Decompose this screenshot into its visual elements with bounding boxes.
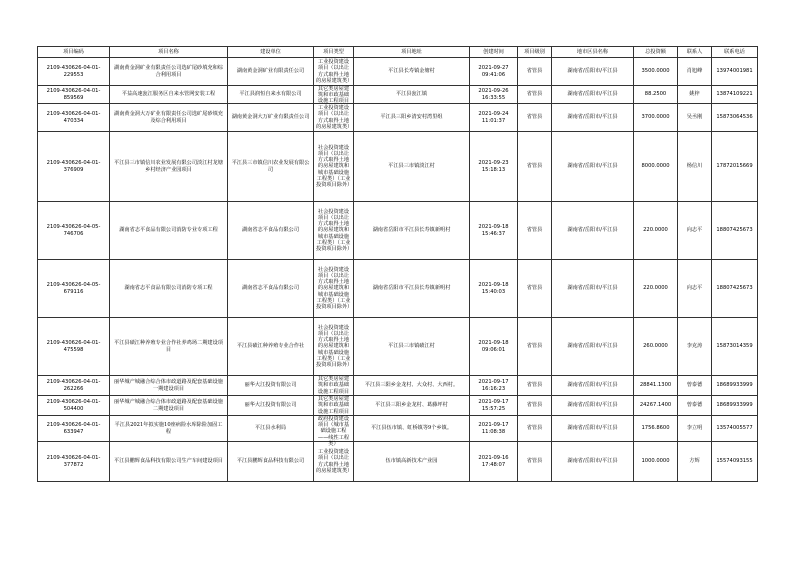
investment-cell: 28841.1300 [634,376,678,396]
investment-cell: 220.0000 [634,202,678,260]
table-header [38,47,758,58]
investment-cell: 3500.0000 [634,58,678,86]
project-type-cell [314,318,354,376]
region-cell: 湖南省/岳阳市/平江县 [552,396,634,416]
investment-cell: 24267.1400 [634,396,678,416]
column-header-unit: 建设单位 [228,47,314,58]
contact-phone-cell: 15574093155 [712,442,758,482]
builder-unit-cell: 平江县润恒自来水有限公司 [228,86,314,104]
project-name-cell: 平江县碛江种养殖专业合作社养鸡场二期建设项目 [110,318,228,376]
table-row [38,442,758,482]
region-cell: 湖南省/岳阳市/平江县 [552,442,634,482]
column-header-type: 项目类型 [314,47,354,58]
table-row [38,86,758,104]
project-code-cell: 2109-430626-04-01-229553 [38,58,110,86]
created-time-cell: 2021-09-18 15:46:37 [470,202,518,260]
contact-phone-cell: 17872015669 [712,132,758,202]
project-address-cell: 平江县三阳乡金龙村、大众村、大西村。 [354,376,470,396]
project-type-text: 社会投资建设项目（以出让方式取得土地的房屋建筑和城市基础设施工程类）（工业投资项目除外） [316,324,353,368]
project-type-cell [314,132,354,202]
table-body [38,58,758,482]
project-type-cell [314,202,354,260]
project-name-cell: 湖南黄金洞大万矿业有限责任公司选矿尾砂填充及综合利用项目 [110,104,228,132]
table-row [38,202,758,260]
contact-person-cell: 吴丞刚 [678,104,712,132]
project-code-cell: 2109-430626-04-01-504400 [38,396,110,416]
builder-unit-cell: 平江县鹏辉食品科技有限公司 [228,442,314,482]
table-row [38,416,758,442]
contact-person-cell: 杨信川 [678,132,712,202]
project-type-text: 社会投资建设项目（以出让方式取得土地的房屋建筑和城市基础设施工程类）（工业投资项目除外） [316,144,353,188]
project-code-cell: 2109-430626-04-01-377872 [38,442,110,482]
builder-unit-cell: 湖南省志平食品有限公司 [228,260,314,318]
investment-cell: 260.0000 [634,318,678,376]
project-name-cell: 平江县鹏辉食品科技有限公司生产车间建设项目 [110,442,228,482]
column-header-address: 项目地址 [354,47,470,58]
project-name-cell: 平江县2021年拟实施10座病险水库除险加固工程 [110,416,228,442]
project-code-cell: 2109-430626-04-01-376909 [38,132,110,202]
created-time-cell: 2021-09-17 16:16:23 [470,376,518,396]
project-type-text: 政府投资建设项目（城市基础设施工程——线性工程类） [317,416,350,447]
contact-phone-cell: 18689933999 [712,396,758,416]
contact-phone-cell: 15873014359 [712,318,758,376]
project-name-cell: 丽华城产城融合综合体市政道路及配套基础设施一期建设项目 [110,376,228,396]
builder-unit-cell: 湖南黄金洞大万矿业有限责任公司 [228,104,314,132]
project-address-cell: 平江县三市镇碛江村 [354,318,470,376]
project-level-cell: 省管县 [518,260,552,318]
project-type-cell [314,376,354,396]
contact-phone-cell: 18689933999 [712,376,758,396]
column-header-region: 地市区县名称 [552,47,634,58]
contact-phone-cell: 13974001981 [712,58,758,86]
contact-person-cell: 姚梓 [678,86,712,104]
project-code-cell: 2109-430626-04-01-633947 [38,416,110,442]
table-row [38,318,758,376]
region-cell: 湖南省/岳阳市/平江县 [552,416,634,442]
region-cell: 湖南省/岳阳市/平江县 [552,58,634,86]
column-header-code: 项目编码 [38,47,110,58]
contact-person-cell: 曾泰德 [678,396,712,416]
project-type-text: 社会投资建设项目（以出让方式取得土地的房屋建筑和城市基础设施工程类）（工业投资项目除外） [316,266,353,310]
contact-person-cell: 向志平 [678,202,712,260]
contact-person-cell: 方辉 [678,442,712,482]
project-address-cell: 平江县瓮江镇 [354,86,470,104]
created-time-cell: 2021-09-18 09:06:01 [470,318,518,376]
project-address-cell: 平江县长寿镇金塘村 [354,58,470,86]
builder-unit-cell: 湖南省志平食品有限公司 [228,202,314,260]
project-name-cell: 湖南省志平食品有限公司消防专业专项工程 [110,202,228,260]
project-type-cell [314,104,354,132]
contact-phone-cell: 13874109221 [712,86,758,104]
contact-person-cell: 肖旭峰 [678,58,712,86]
project-type-cell [314,86,354,104]
region-cell: 湖南省/岳阳市/平江县 [552,318,634,376]
project-type-cell [314,260,354,318]
investment-cell: 88.2500 [634,86,678,104]
builder-unit-cell: 湖南黄金洞矿业有限责任公司 [228,58,314,86]
table-row [38,260,758,318]
table-row [38,132,758,202]
region-cell: 湖南省/岳阳市/平江县 [552,260,634,318]
project-code-cell: 2109-430626-04-01-470334 [38,104,110,132]
contact-phone-cell: 18807425673 [712,260,758,318]
project-level-cell: 省管县 [518,396,552,416]
project-address-cell: 湖南省岳阳市平江县长寿镇新明村 [354,260,470,318]
contact-phone-cell: 15873064536 [712,104,758,132]
project-type-text: 其它类房屋建筑和市政基础设施工程项目 [317,86,350,105]
table-row [38,396,758,416]
project-type-text: 工业投资建设项目（以出让方式取得土地的房屋建筑类） [316,105,353,130]
investment-cell: 1000.0000 [634,442,678,482]
contact-phone-cell: 18807425673 [712,202,758,260]
project-level-cell: 省管县 [518,376,552,396]
project-type-text: 工业投资建设项目（以出让方式取得土地的房屋建筑类） [316,449,353,474]
created-time-cell: 2021-09-16 17:48:07 [470,442,518,482]
created-time-cell: 2021-09-23 15:18:13 [470,132,518,202]
project-type-text: 其它类房屋建筑和市政基础设施工程项目 [317,396,350,415]
project-code-cell: 2109-430626-04-01-859569 [38,86,110,104]
project-type-cell [314,396,354,416]
investment-cell: 1756.8600 [634,416,678,442]
project-address-cell: 伍市镇高新技术产业园 [354,442,470,482]
created-time-cell: 2021-09-17 11:08:38 [470,416,518,442]
contact-phone-cell: 13574005577 [712,416,758,442]
project-name-cell: 平江县三市镇信川农业发展有限公司淡江村龙塘乡村经济产业园项目 [110,132,228,202]
project-name-cell: 湖南省志平食品有限公司消防专项工程 [110,260,228,318]
column-header-time: 创建时间 [470,47,518,58]
project-code-cell: 2109-430626-04-01-262266 [38,376,110,396]
contact-person-cell: 李立明 [678,416,712,442]
column-header-invest: 总投资额 [634,47,678,58]
region-cell: 湖南省/岳阳市/平江县 [552,86,634,104]
created-time-cell: 2021-09-24 11:01:37 [470,104,518,132]
table-row [38,104,758,132]
builder-unit-cell: 丽华大江投资有限公司 [228,376,314,396]
project-address-cell: 平江县三阳乡金龙村、葛藤坪村 [354,396,470,416]
region-cell: 湖南省/岳阳市/平江县 [552,104,634,132]
contact-person-cell: 李克涛 [678,318,712,376]
header-row [38,47,758,58]
column-header-contact: 联系人 [678,47,712,58]
project-level-cell: 省管县 [518,104,552,132]
project-type-cell [314,416,354,447]
project-level-cell: 省管县 [518,202,552,260]
table-row [38,376,758,396]
project-level-cell: 省管县 [518,132,552,202]
builder-unit-cell: 平江县三市镇信川农业发展有限公司 [228,132,314,202]
project-type-text: 工业投资建设项目（以出让方式取得土地的房屋建筑类） [316,59,353,84]
table-row [38,58,758,86]
project-type-text: 社会投资建设项目（以出让方式取得土地的房屋建筑和城市基础设施工程类）（工业投资项目除外） [316,208,353,252]
project-type-cell [314,442,354,482]
project-code-cell: 2109-430626-04-01-475598 [38,318,110,376]
project-level-cell: 省管县 [518,416,552,442]
investment-cell: 8000.0000 [634,132,678,202]
project-level-cell: 省管县 [518,442,552,482]
project-code-cell: 2109-430626-04-05-746706 [38,202,110,260]
project-code-cell: 2109-430626-04-05-679116 [38,260,110,318]
created-time-cell: 2021-09-26 16:33:55 [470,86,518,104]
contact-person-cell: 曾泰德 [678,376,712,396]
created-time-cell: 2021-09-17 15:57:25 [470,396,518,416]
project-address-cell: 平江县三阳乡清安村湾里组 [354,104,470,132]
project-type-cell [314,58,354,86]
contact-person-cell: 向志平 [678,260,712,318]
created-time-cell: 2021-09-27 09:41:06 [470,58,518,86]
column-header-phone: 联系电话 [712,47,758,58]
builder-unit-cell: 平江县水利局 [228,416,314,442]
project-address-cell: 平江县伍市镇、虹桥镇等9个乡镇。 [354,416,470,442]
investment-cell: 3700.0000 [634,104,678,132]
project-name-cell: 丽华城产城融合综合体市政道路及配套基础设施二期建设项目 [110,396,228,416]
region-cell: 湖南省/岳阳市/平江县 [552,132,634,202]
column-header-level: 项目级别 [518,47,552,58]
project-type-text: 其它类房屋建筑和市政基础设施工程项目 [317,376,350,395]
builder-unit-cell: 平江县碛江种养殖专业合作社 [228,318,314,376]
project-level-cell: 省管县 [518,58,552,86]
project-table [37,46,758,482]
project-name-cell: 湖南黄金洞矿业有限责任公司选矿尾砂填充和综合利用项目 [110,58,228,86]
project-address-cell: 湖南省岳阳市平江县长寿镇新明村 [354,202,470,260]
project-address-cell: 平江县三市镇淡江村 [354,132,470,202]
region-cell: 湖南省/岳阳市/平江县 [552,376,634,396]
project-level-cell: 省管县 [518,318,552,376]
builder-unit-cell: 丽华大江投资有限公司 [228,396,314,416]
column-header-name: 项目名称 [110,47,228,58]
project-level-cell: 省管县 [518,86,552,104]
project-name-cell: 平益高速瓮江服务区自来水管网安装工程 [110,86,228,104]
investment-cell: 220.0000 [634,260,678,318]
region-cell: 湖南省/岳阳市/平江县 [552,202,634,260]
created-time-cell: 2021-09-18 15:40:03 [470,260,518,318]
